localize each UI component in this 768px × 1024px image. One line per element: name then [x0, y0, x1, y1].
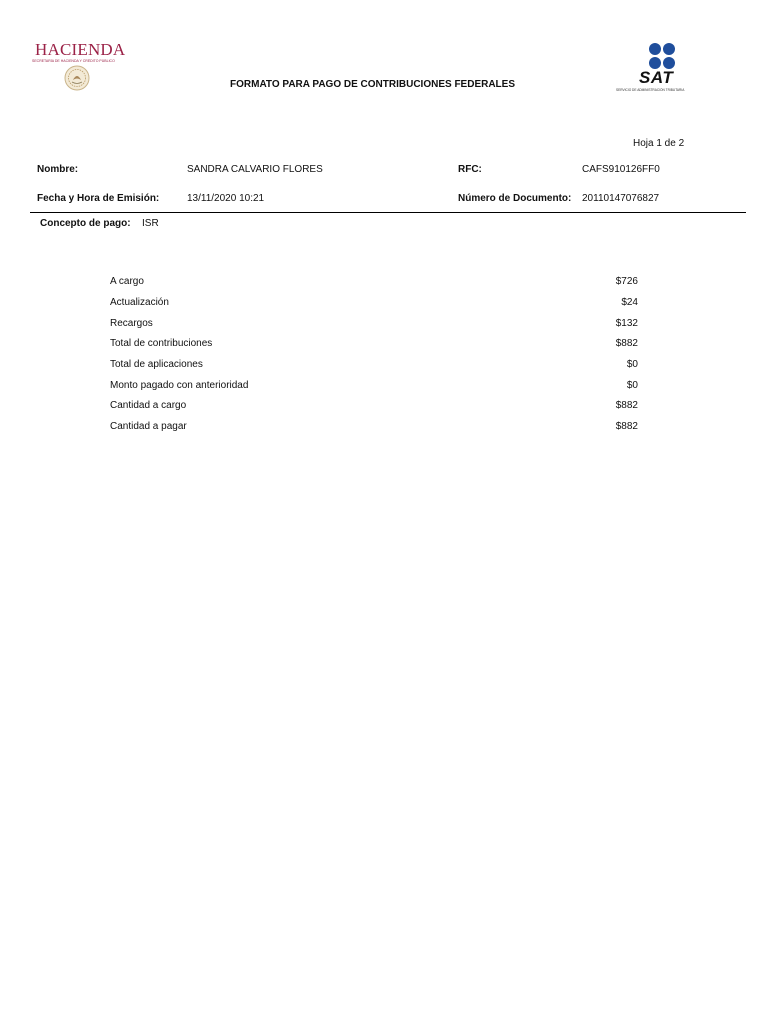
- seal-icon: [64, 65, 90, 91]
- amount-value: $726: [615, 276, 638, 287]
- amount-label: Total de contribuciones: [110, 338, 213, 349]
- sat-logo-subtitle: SERVICIO DE ADMINISTRACIÓN TRIBUTARIA: [616, 88, 685, 92]
- amount-value: $882: [615, 421, 638, 432]
- sat-dots-icon: [648, 42, 676, 70]
- amount-value: $882: [615, 338, 638, 349]
- amount-label: Cantidad a cargo: [110, 400, 187, 411]
- sat-logo-name: SAT: [639, 68, 674, 87]
- amount-label: Total de aplicaciones: [110, 359, 203, 370]
- hacienda-logo-name: HACIENDA: [35, 40, 126, 59]
- hacienda-logo: [30, 40, 125, 92]
- nombre-label: Nombre:: [37, 164, 79, 175]
- nombre-value: SANDRA CALVARIO FLORES: [187, 164, 323, 175]
- amount-value: $882: [615, 400, 638, 411]
- header-divider: [30, 212, 746, 213]
- document-title: FORMATO PARA PAGO DE CONTRIBUCIONES FEDERALES: [230, 79, 516, 90]
- page-counter: Hoja 1 de 2: [633, 138, 685, 149]
- fecha-value: 13/11/2020 10:21: [187, 193, 265, 204]
- concepto-value: ISR: [142, 218, 159, 229]
- amount-label: A cargo: [110, 276, 144, 287]
- documento-label: Número de Documento:: [458, 193, 572, 204]
- concepto-label: Concepto de pago:: [40, 218, 131, 229]
- amount-label: Actualización: [110, 297, 169, 308]
- amount-label: Monto pagado con anterioridad: [110, 380, 249, 391]
- amount-value: $24: [621, 297, 638, 308]
- sat-logo: [614, 42, 710, 96]
- amount-label: Recargos: [110, 318, 153, 329]
- fecha-label: Fecha y Hora de Emisión:: [37, 193, 160, 204]
- amount-value: $0: [626, 380, 638, 391]
- hacienda-logo-subtitle: SECRETARÍA DE HACIENDA Y CRÉDITO PÚBLICO: [32, 59, 115, 63]
- documento-value: 20110147076827: [582, 193, 660, 204]
- amount-label: Cantidad a pagar: [110, 421, 187, 432]
- amount-value: $132: [615, 318, 638, 329]
- rfc-value: CAFS910126FF0: [582, 164, 660, 175]
- rfc-label: RFC:: [458, 164, 482, 175]
- amount-value: $0: [626, 359, 638, 370]
